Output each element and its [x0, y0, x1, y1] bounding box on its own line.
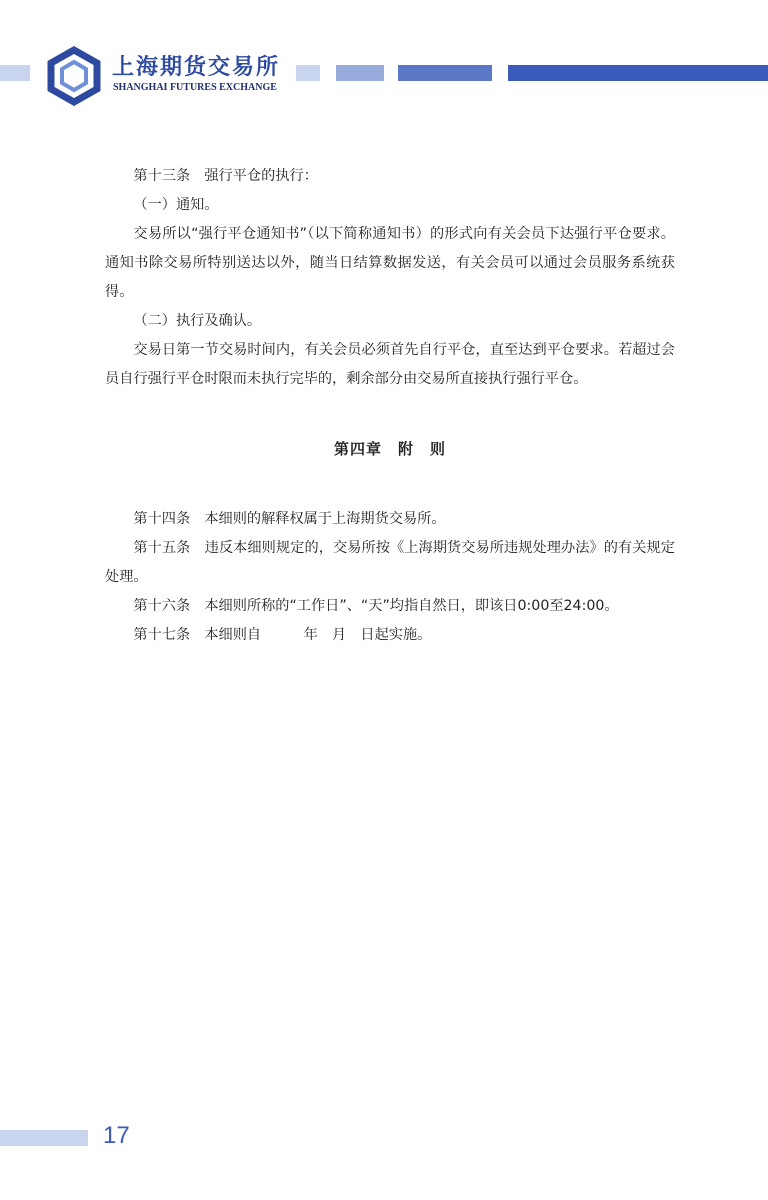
sfe-logo-icon	[44, 46, 104, 106]
article-16: 第十六条 本细则所称的“工作日”、“天”均指自然日，即该日0:00至24:00。	[133, 598, 619, 614]
chapter-title: 第四章 附 则	[333, 440, 446, 458]
header-bar-1	[296, 65, 320, 81]
logo-english-name: SHANGHAI FUTURES EXCHANGE	[113, 82, 277, 93]
header-bar-2	[336, 65, 384, 81]
logo-chinese-name: 上海期货交易所	[112, 54, 281, 80]
header-bar-3	[398, 65, 492, 81]
article-15: 第十五条 违反本细则规定的，交易所按《上海期货交易所违规处理办法》的有关规定处理。	[105, 540, 675, 585]
document-body	[105, 162, 675, 650]
paragraph: 交易所以“强行平仓通知书”（以下简称通知书）的形式向有关会员下达强行平仓要求。通知书除交易所特别送达以外，随当日结算数据发送，有关会员可以通过会员服务系统获得。	[105, 226, 675, 300]
article-14: 第十四条 本细则的解释权属于上海期货交易所。	[133, 511, 446, 527]
header-bar-4	[508, 65, 768, 81]
article-17: 第十七条 本细则自 年 月 日起实施。	[133, 627, 432, 643]
article-13-heading: 第十三条 强行平仓的执行：	[133, 168, 318, 184]
paragraph: 交易日第一节交易时间内，有关会员必须首先自行平仓，直至达到平仓要求。若超过会员自行强行平仓时限而未执行完毕的，剩余部分由交易所直接执行强行平仓。	[105, 342, 675, 387]
header	[0, 40, 768, 110]
clause-execution: （二）执行及确认。	[133, 313, 262, 329]
footer-bar	[0, 1130, 88, 1146]
page-number: 17	[103, 1122, 130, 1149]
header-bar-0	[0, 65, 30, 81]
clause-notice: （一）通知。	[133, 197, 219, 213]
